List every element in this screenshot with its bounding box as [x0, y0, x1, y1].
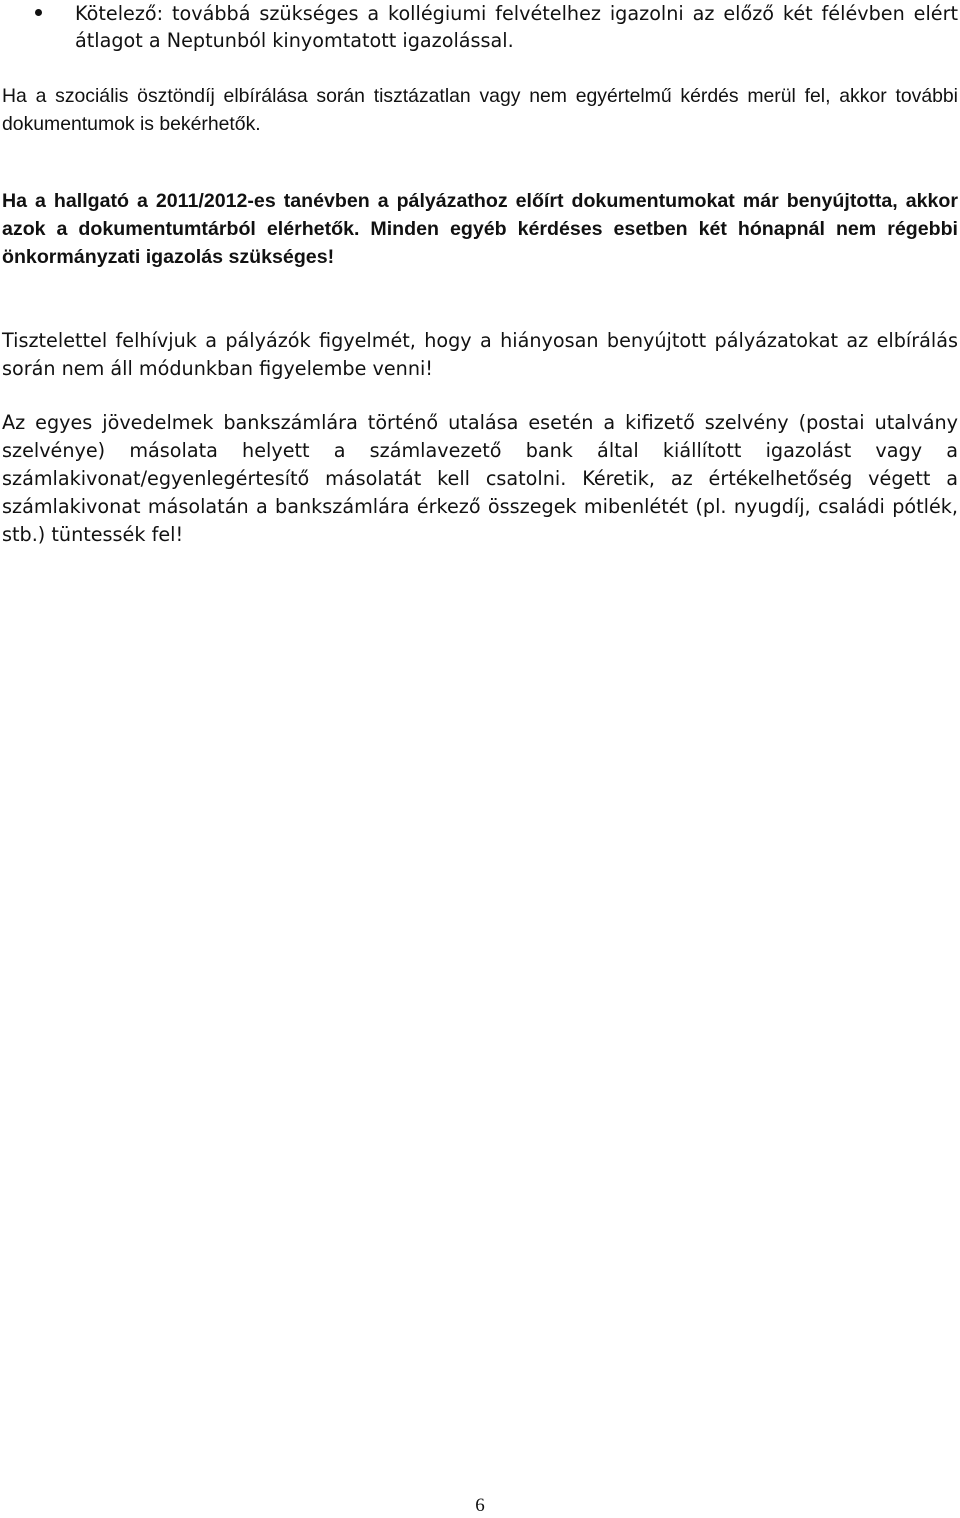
bullet-icon: [35, 9, 42, 16]
bullet-text: Kötelező: továbbá szükséges a kollégiumi felvételhez igazolni az előző két félévben elért átlagot a Neptunból kinyomtatott igazolással.: [75, 2, 958, 52]
paragraph-additional-documents: Ha a szociális ösztöndíj elbírálása során tisztázatlan vagy nem egyértelmű kérdés merül fel, akkor további dokumentumok is bekérhetők.: [2, 85, 958, 135]
paragraph-document-repository-notice: Ha a hallgató a 2011/2012-es tanévben a pályázathoz előírt dokumentumokat már benyújtotta, akkor azok a dokumentumtárból elérhetők. Minden egyéb kérdéses esetben két hónapnál nem régebbi önkormányzati igazolás szükséges!: [2, 190, 958, 268]
page-number: 6: [475, 1495, 485, 1516]
paragraph-incomplete-applications: Tisztelettel felhívjuk a pályázók figyelmét, hogy a hiányosan benyújtott pályázatokat az elbírálás során nem áll módunkban figyelembe venni!: [2, 329, 958, 380]
paragraph-bank-transfer-instructions: Az egyes jövedelmek bankszámlára történő utalása esetén a kifizető szelvény (postai utalvány szelvénye) másolata helyett a számlavezető bank által kiállított igazolást vagy a számlakivonat/egyenlegértesítő másolatát kell csatolni. Kéretik, az értékelhetőség végett a számlakivonat másolatán a bankszámlára érkező összegek mibenlétét (pl. nyugdíj, családi pótlék, stb.) tüntessék fel!: [2, 411, 958, 546]
